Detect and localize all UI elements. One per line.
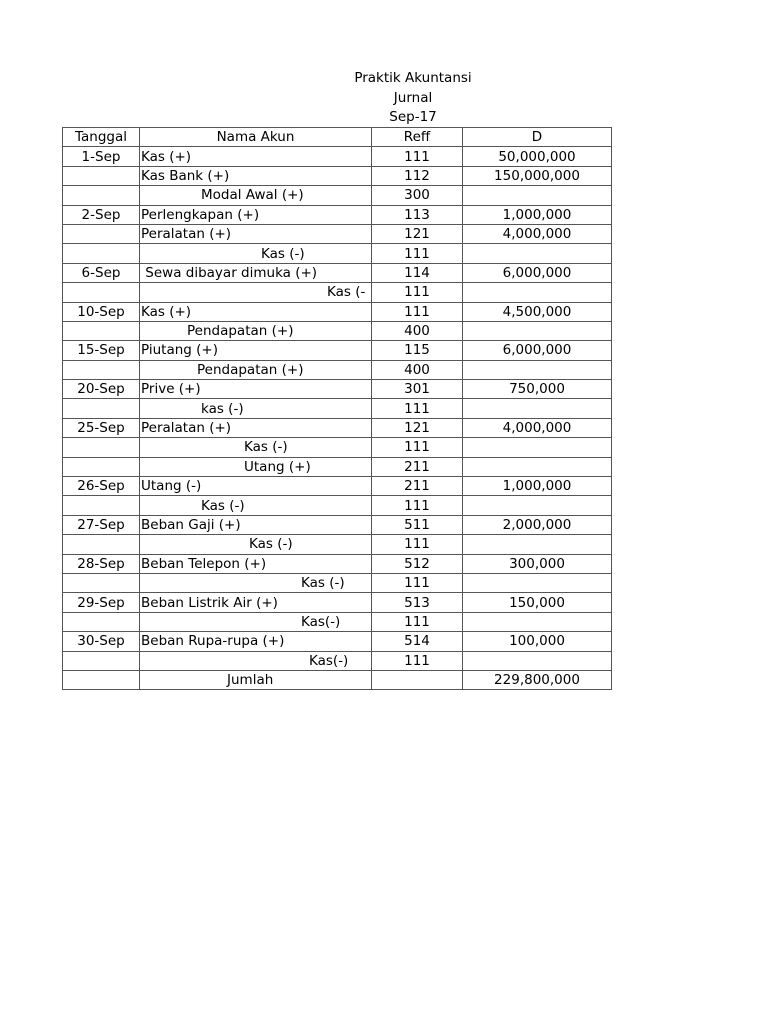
cell-account-name	[140, 186, 372, 205]
column-header-date: Tanggal	[63, 128, 140, 147]
cell-ref	[372, 670, 463, 689]
cell-debit: 150,000	[463, 593, 612, 612]
account-name-text: Kas (-)	[261, 245, 305, 262]
cell-ref: 400	[372, 321, 463, 340]
cell-debit	[463, 457, 612, 476]
column-header-account: Nama Akun	[140, 128, 372, 147]
cell-date	[63, 535, 140, 554]
cell-ref: 111	[372, 147, 463, 166]
cell-date	[63, 670, 140, 689]
cell-ref: 111	[372, 496, 463, 515]
cell-ref: 211	[372, 477, 463, 496]
cell-date: 6-Sep	[63, 263, 140, 282]
cell-debit: 4,500,000	[463, 302, 612, 321]
cell-ref: 121	[372, 224, 463, 243]
cell-date	[63, 496, 140, 515]
account-name-text: Beban Rupa-rupa (+)	[141, 633, 285, 650]
cell-date	[63, 457, 140, 476]
report-header	[0, 69, 768, 128]
cell-account-name	[140, 380, 372, 399]
table-row	[63, 457, 612, 476]
cell-date	[63, 283, 140, 302]
account-name-text: Jumlah	[227, 672, 274, 689]
cell-date	[63, 166, 140, 185]
cell-ref: 111	[372, 438, 463, 457]
cell-account-name	[140, 399, 372, 418]
account-name-text: Kas (+)	[141, 303, 192, 320]
cell-ref: 111	[372, 535, 463, 554]
table-row	[63, 477, 612, 496]
cell-date: 26-Sep	[63, 477, 140, 496]
cell-account-name	[140, 321, 372, 340]
table-row	[63, 515, 612, 534]
table-row	[63, 399, 612, 418]
cell-ref: 301	[372, 380, 463, 399]
cell-debit	[463, 186, 612, 205]
account-name-text: Piutang (+)	[141, 342, 218, 359]
table-row	[63, 244, 612, 263]
cell-ref: 111	[372, 651, 463, 670]
account-name-text: Modal Awal (+)	[201, 187, 304, 204]
cell-account-name	[140, 341, 372, 360]
table-row	[63, 263, 612, 282]
cell-account-name	[140, 670, 372, 689]
table-row	[63, 535, 612, 554]
cell-account-name	[140, 283, 372, 302]
cell-ref: 112	[372, 166, 463, 185]
cell-date	[63, 360, 140, 379]
account-name-text: Beban Listrik Air (+)	[141, 594, 278, 611]
cell-date	[63, 224, 140, 243]
cell-date: 27-Sep	[63, 515, 140, 534]
cell-date	[63, 573, 140, 592]
cell-debit: 6,000,000	[463, 263, 612, 282]
cell-ref: 121	[372, 418, 463, 437]
cell-date: 10-Sep	[63, 302, 140, 321]
cell-date: 29-Sep	[63, 593, 140, 612]
cell-account-name	[140, 418, 372, 437]
table-row	[63, 360, 612, 379]
cell-date	[63, 244, 140, 263]
cell-date: 25-Sep	[63, 418, 140, 437]
account-name-text: Prive (+)	[141, 381, 201, 398]
cell-debit: 100,000	[463, 632, 612, 651]
cell-debit	[463, 612, 612, 631]
header-row	[63, 128, 612, 147]
account-name-text: Sewa dibayar dimuka (+)	[141, 264, 318, 281]
cell-account-name	[140, 147, 372, 166]
cell-ref: 511	[372, 515, 463, 534]
cell-account-name	[140, 515, 372, 534]
cell-debit: 750,000	[463, 380, 612, 399]
report-title: Praktik Akuntansi	[354, 70, 472, 86]
table-row	[63, 283, 612, 302]
cell-account-name	[140, 244, 372, 263]
cell-account-name	[140, 554, 372, 573]
cell-ref: 300	[372, 186, 463, 205]
table-row	[63, 380, 612, 399]
cell-ref: 211	[372, 457, 463, 476]
table-row	[63, 166, 612, 185]
table-row	[63, 341, 612, 360]
cell-debit: 300,000	[463, 554, 612, 573]
account-name-text: Perlengkapan (+)	[141, 206, 260, 223]
cell-account-name	[140, 612, 372, 631]
cell-debit: 2,000,000	[463, 515, 612, 534]
account-name-text: Kas (+)	[141, 148, 192, 165]
cell-debit: 4,000,000	[463, 418, 612, 437]
cell-account-name	[140, 166, 372, 185]
cell-account-name	[140, 632, 372, 651]
cell-account-name	[140, 263, 372, 282]
account-name-text: Kas (-)	[201, 497, 245, 514]
table-row	[63, 186, 612, 205]
table-row	[63, 632, 612, 651]
cell-ref: 111	[372, 283, 463, 302]
cell-date	[63, 186, 140, 205]
cell-debit	[463, 321, 612, 340]
table-row	[63, 651, 612, 670]
cell-date: 15-Sep	[63, 341, 140, 360]
cell-account-name	[140, 457, 372, 476]
cell-ref: 113	[372, 205, 463, 224]
column-header-debit: D	[463, 128, 612, 147]
cell-debit: 150,000,000	[463, 166, 612, 185]
table-row	[63, 224, 612, 243]
cell-account-name	[140, 360, 372, 379]
cell-debit	[463, 651, 612, 670]
account-name-text: Kas(-)	[301, 613, 341, 630]
table-row	[63, 302, 612, 321]
account-name-text: Beban Gaji (+)	[141, 517, 241, 533]
cell-debit: 229,800,000	[463, 670, 612, 689]
cell-date: 2-Sep	[63, 205, 140, 224]
account-name-text: Kas (-	[327, 284, 366, 301]
table-row	[63, 205, 612, 224]
column-header-ref: Reff	[372, 128, 463, 147]
cell-account-name	[140, 438, 372, 457]
cell-ref: 514	[372, 632, 463, 651]
account-name-text: Utang (-)	[141, 478, 202, 495]
cell-date: 1-Sep	[63, 147, 140, 166]
account-name-text: Kas Bank (+)	[141, 167, 230, 184]
cell-account-name	[140, 535, 372, 554]
account-name-text: Utang (+)	[244, 458, 311, 475]
cell-account-name	[140, 205, 372, 224]
table-row	[63, 438, 612, 457]
cell-date	[63, 651, 140, 670]
account-name-text: Peralatan (+)	[141, 420, 232, 437]
cell-debit	[463, 244, 612, 263]
account-name-text: kas (-)	[201, 400, 244, 417]
cell-ref: 111	[372, 612, 463, 631]
cell-debit: 1,000,000	[463, 205, 612, 224]
cell-debit	[463, 399, 612, 418]
cell-ref: 512	[372, 554, 463, 573]
table-row	[63, 496, 612, 515]
table-row	[63, 554, 612, 573]
cell-debit	[463, 438, 612, 457]
account-name-text: Kas (-)	[249, 536, 293, 553]
cell-debit	[463, 283, 612, 302]
account-name-text: Peralatan (+)	[141, 226, 232, 243]
cell-account-name	[140, 224, 372, 243]
cell-ref: 115	[372, 341, 463, 360]
table-row	[63, 147, 612, 166]
cell-debit	[463, 496, 612, 515]
cell-date	[63, 321, 140, 340]
cell-ref: 513	[372, 593, 463, 612]
journal-table	[62, 127, 612, 690]
cell-account-name	[140, 593, 372, 612]
cell-ref: 400	[372, 360, 463, 379]
cell-debit: 50,000,000	[463, 147, 612, 166]
account-name-text: Pendapatan (+)	[187, 323, 294, 340]
cell-ref: 111	[372, 573, 463, 592]
cell-date: 30-Sep	[63, 632, 140, 651]
cell-date	[63, 612, 140, 631]
table-row	[63, 593, 612, 612]
cell-date	[63, 399, 140, 418]
cell-account-name	[140, 496, 372, 515]
cell-account-name	[140, 302, 372, 321]
table-row	[63, 612, 612, 631]
account-name-text: Kas (-)	[244, 439, 288, 456]
account-name-text: Pendapatan (+)	[197, 361, 304, 378]
cell-account-name	[140, 477, 372, 496]
table-row	[63, 670, 612, 689]
cell-ref: 114	[372, 263, 463, 282]
cell-debit	[463, 573, 612, 592]
cell-date	[63, 438, 140, 457]
account-name-text: Kas(-)	[309, 652, 349, 669]
cell-date: 20-Sep	[63, 380, 140, 399]
account-name-text: Kas (-)	[301, 575, 345, 592]
cell-ref: 111	[372, 302, 463, 321]
cell-ref: 111	[372, 399, 463, 418]
cell-debit: 1,000,000	[463, 477, 612, 496]
table-row	[63, 321, 612, 340]
cell-ref: 111	[372, 244, 463, 263]
cell-account-name	[140, 651, 372, 670]
cell-debit: 6,000,000	[463, 341, 612, 360]
table-row	[63, 573, 612, 592]
report-period: Sep-17	[389, 109, 437, 125]
cell-date: 28-Sep	[63, 554, 140, 573]
cell-debit: 4,000,000	[463, 224, 612, 243]
table-row	[63, 418, 612, 437]
account-name-text: Beban Telepon (+)	[141, 555, 267, 572]
journal-body	[63, 147, 612, 690]
report-subtitle: Jurnal	[393, 89, 433, 106]
cell-debit	[463, 535, 612, 554]
cell-account-name	[140, 573, 372, 592]
cell-debit	[463, 360, 612, 379]
